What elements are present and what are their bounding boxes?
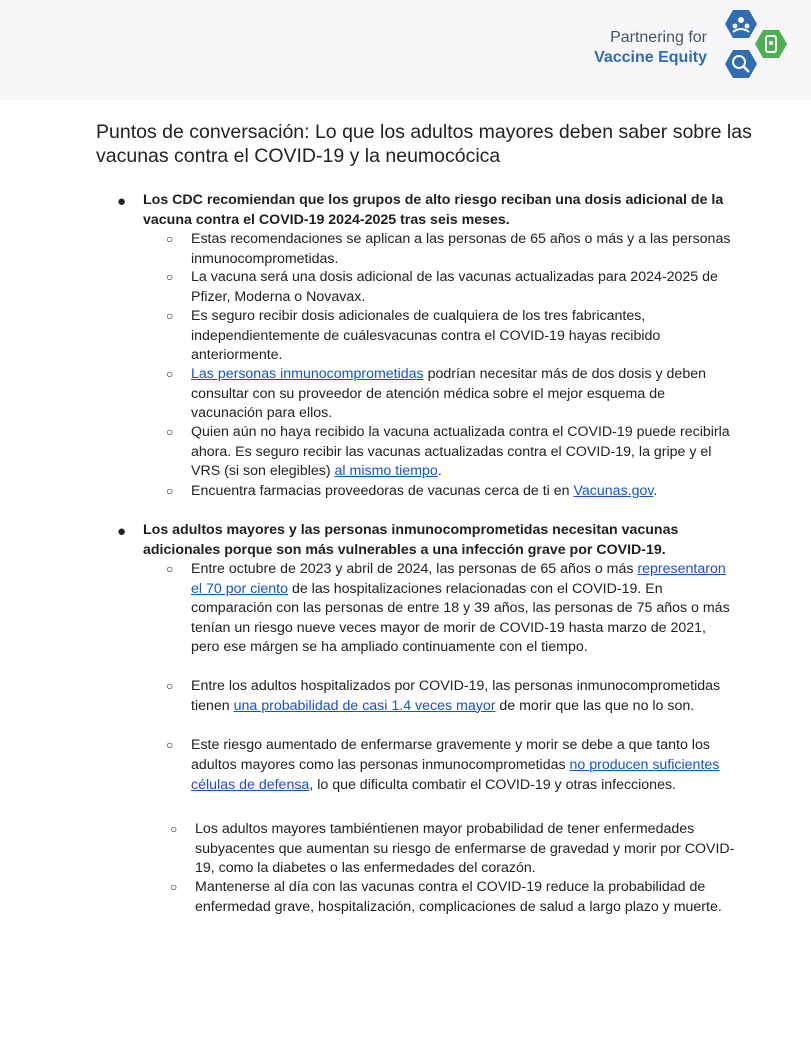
page-title: Puntos de conversación: Lo que los adultos mayores deben saber sobre las vacunas contra el COVID-19 y la neumocócica: [96, 121, 752, 167]
list-item-text: Mantenerse al día con las vacunas contra el COVID-19 reduce la probabilidad de enfermedad grave, hospitalización, complicaciones de salud a largo plazo y muerte.: [195, 879, 722, 915]
list-item: ○ Entre los adultos hospitalizados por COVID-19, las personas inmunocomprometidas tienen una probabilidad de casi 1.4 veces mayor de morir que las que no lo son.: [166, 678, 721, 714]
hexagon-people-icon: [725, 10, 757, 38]
list-item: ○ Quien aún no haya recibido la vacuna actualizada contra el COVID-19 puede recibirla ahora. Es seguro recibir las vacunas actualizadas contra el COVID-19, la gripe y el VRS (si son elegibles) al mismo tiempo.: [166, 424, 730, 479]
section-1-heading: Los CDC recomiendan que los grupos de alto riesgo reciban una dosis adicional de la vacuna contra el COVID-19 2024-2025 tras seis meses.: [143, 192, 724, 228]
section-2-heading: Los adultos mayores y las personas inmunocomprometidas necesitan vacunas adicionales porque son más vulnerables a una infección grave por COVID-19.: [143, 522, 679, 558]
list-item: ○ Las personas inmunocomprometidas podrían necesitar más de dos dosis y deben consultar con su proveedor de atención médica sobre el mejor esquema de vacunación para ellos.: [166, 366, 706, 421]
list-item-text: Encuentra farmacias proveedoras de vacunas cerca de ti en: [191, 483, 574, 499]
section-2-bullet: ●: [117, 523, 127, 540]
list-item: ○ La vacuna será una dosis adicional de las vacunas actualizadas para 2024-2025 de Pfizer, Moderna o Novavax.: [166, 269, 718, 305]
list-item-text: La vacuna será una dosis adicional de las vacunas actualizadas para 2024-2025 de Pfizer, Moderna o Novavax.: [191, 269, 718, 305]
list-item: ○ Estas recomendaciones se aplican a las personas de 65 años o más y a las personas inmunocomprometidas.: [166, 231, 731, 267]
list-item: ○ Este riesgo aumentado de enfermarse gravemente y morir se debe a que tanto los adultos mayores como las personas inmunocomprometidas no producen suficientes células de defensa, lo que dificulta combatir el COVID-19 y otras infecciones.: [166, 737, 720, 793]
partnering-for-vaccine-equity-logo: [579, 6, 799, 86]
header-band: [0, 0, 811, 100]
list-item: ○ Mantenerse al día con las vacunas contra el COVID-19 reduce la probabilidad de enfermedad grave, hospitalización, complicaciones de salud a largo plazo y muerte.: [170, 879, 722, 915]
hexagon-icons: [711, 6, 799, 88]
list-item-text: Entre octubre de 2023 y abril de 2024, las personas de 65 años o más: [191, 561, 638, 577]
list-item: ○ Es seguro recibir dosis adicionales de cualquiera de los tres fabricantes, independientemente de cuálesvacunas contra el COVID-19 hayas recibido anteriormente.: [166, 308, 661, 363]
probability-link[interactable]: una probabilidad de casi 1.4 veces mayor: [233, 697, 496, 714]
list-item-text: Entre los adultos hospitalizados por COVID-19, las personas inmunocomprometidas tienen: [191, 678, 721, 714]
list-item-text: Este riesgo aumentado de enfermarse gravemente y morir se debe a que tanto los adultos mayores como las personas inmunocomprometidas: [191, 737, 710, 773]
section-1-bullet: ●: [117, 193, 127, 210]
logo-line2: Vaccine Equity: [594, 49, 707, 66]
logo-line1: Partnering for: [610, 29, 707, 46]
hexagon-search-icon: [725, 50, 757, 78]
vacunas-gov-link[interactable]: Vacunas.gov: [573, 483, 654, 499]
list-item-text: Los adultos mayores tambiéntienen mayor probabilidad de tener enfermedades subyacentes que aumentan su riesgo de enfermarse de gravedad y morir por COVID-19, como la diabetes o las enfermedades del corazón.: [195, 821, 735, 876]
list-item: ○ Entre octubre de 2023 y abril de 2024, las personas de 65 años o más representaron el 70 por ciento de las hospitalizaciones relacionadas con el COVID-19. En comparación con las personas de entre 18 y 39 años, las personas de 75 años o más tenían un riesgo nueve veces mayor de morir de COVID-19 hasta marzo de 2021, pero ese márgen se ha ampliado continuamente con el tiempo.: [166, 561, 730, 655]
defense-cells-link[interactable]: no producen suficientes células de defensa: [191, 757, 720, 793]
logo-text: [594, 28, 707, 68]
list-item-text: Quien aún no haya recibido la vacuna actualizada contra el COVID-19 puede recibirla ahora. Es seguro recibir las vacunas actualizadas contra el COVID-19, la gripe y el VRS (si son elegibles): [191, 424, 730, 479]
list-item-text: Estas recomendaciones se aplican a las personas de 65 años o más y a las personas inmunocomprometidas.: [191, 231, 731, 267]
immunocompromised-link[interactable]: Las personas inmunocomprometidas: [191, 366, 424, 382]
list-item-text: Es seguro recibir dosis adicionales de cualquiera de los tres fabricantes, independientemente de cuálesvacunas contra el COVID-19 hayas recibido anteriormente.: [191, 308, 661, 363]
seventy-percent-link[interactable]: representaron el 70 por ciento: [191, 561, 726, 597]
same-time-link[interactable]: al mismo tiempo: [334, 463, 438, 479]
list-item: ○ Encuentra farmacias proveedoras de vacunas cerca de ti en Vacunas.gov.: [166, 483, 658, 499]
list-item-text: podrían necesitar más de dos dosis y deben consultar con su proveedor de atención médica sobre el mejor esquema de vacunación para ellos.: [191, 366, 706, 421]
list-item: ○ Los adultos mayores tambiéntienen mayor probabilidad de tener enfermedades subyacentes que aumentan su riesgo de enfermarse de gravedad y morir por COVID-19, como la diabetes o las enfermedades del corazón.: [170, 821, 735, 876]
